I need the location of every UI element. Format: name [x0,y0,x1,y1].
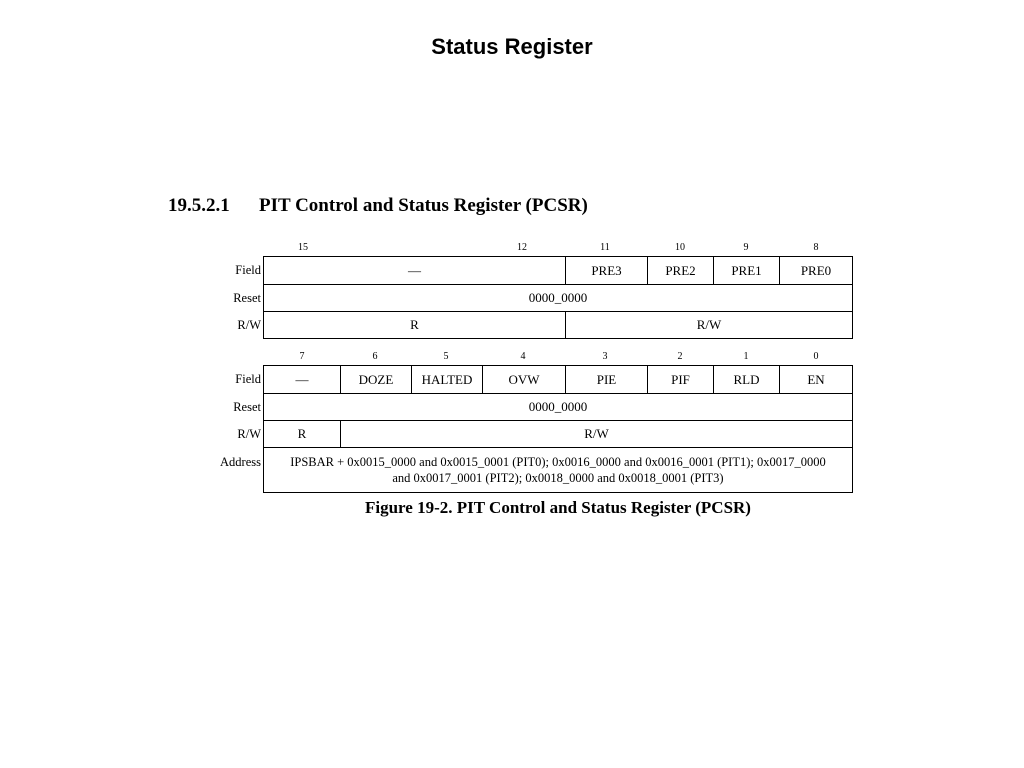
bit-number-7: 7 [299,351,305,362]
address-line-1: IPSBAR + 0x0015_0000 and 0x0015_0001 (PIT0); 0x0016_0000 and 0x0016_0001 (PIT1); 0x0017_0000 [290,455,826,469]
field-pie: PIE [565,365,648,394]
field-pre3: PRE3 [565,256,648,285]
section-number: 19.5.2.1 [168,195,230,216]
address-line-2: and 0x0017_0001 (PIT2); 0x0018_0000 and 0x0018_0001 (PIT3) [392,471,724,485]
field-doze: DOZE [340,365,412,394]
slide-title: Status Register [431,34,593,59]
section-title: PIT Control and Status Register (PCSR) [259,195,588,216]
bit-number-11: 11 [600,242,610,253]
field-pre1: PRE1 [713,256,780,285]
field-reserved-lower: — [263,365,341,394]
bit-number-5: 5 [443,351,449,362]
access-read-only-lower: R [263,420,341,448]
bit-number-0: 0 [813,351,819,362]
bit-number-2: 2 [677,351,683,362]
bit-number-15: 15 [298,242,308,253]
row-label-reset: Reset [233,400,261,414]
address-cell [263,447,853,493]
field-en: EN [779,365,853,394]
bit-number-4: 4 [520,351,526,362]
field-rld: RLD [713,365,780,394]
field-ovw: OVW [482,365,566,394]
bit-number-6: 6 [372,351,378,362]
row-label-rw: R/W [237,427,261,441]
bit-number-1: 1 [743,351,749,362]
field-pre2: PRE2 [647,256,714,285]
reset-value-upper: 0000_0000 [263,284,853,312]
field-pre0: PRE0 [779,256,853,285]
row-label-address: Address [220,455,261,469]
access-read-write-lower: R/W [340,420,853,448]
bit-number-10: 10 [675,242,685,253]
row-label-field: Field [235,263,261,277]
row-label-reset: Reset [233,291,261,305]
bit-number-3: 3 [602,351,608,362]
bit-number-9: 9 [743,242,749,253]
bit-number-12: 12 [517,242,527,253]
access-read-only-upper: R [263,311,566,339]
field-pif: PIF [647,365,714,394]
section-heading [168,194,588,218]
row-label-field: Field [235,372,261,386]
reset-value-lower: 0000_0000 [263,393,853,421]
figure-caption: Figure 19-2. PIT Control and Status Register (PCSR) [365,498,751,517]
bit-number-8: 8 [813,242,819,253]
field-reserved-upper: — [263,256,566,285]
field-halted: HALTED [411,365,483,394]
row-label-rw: R/W [237,318,261,332]
access-read-write-upper: R/W [565,311,853,339]
